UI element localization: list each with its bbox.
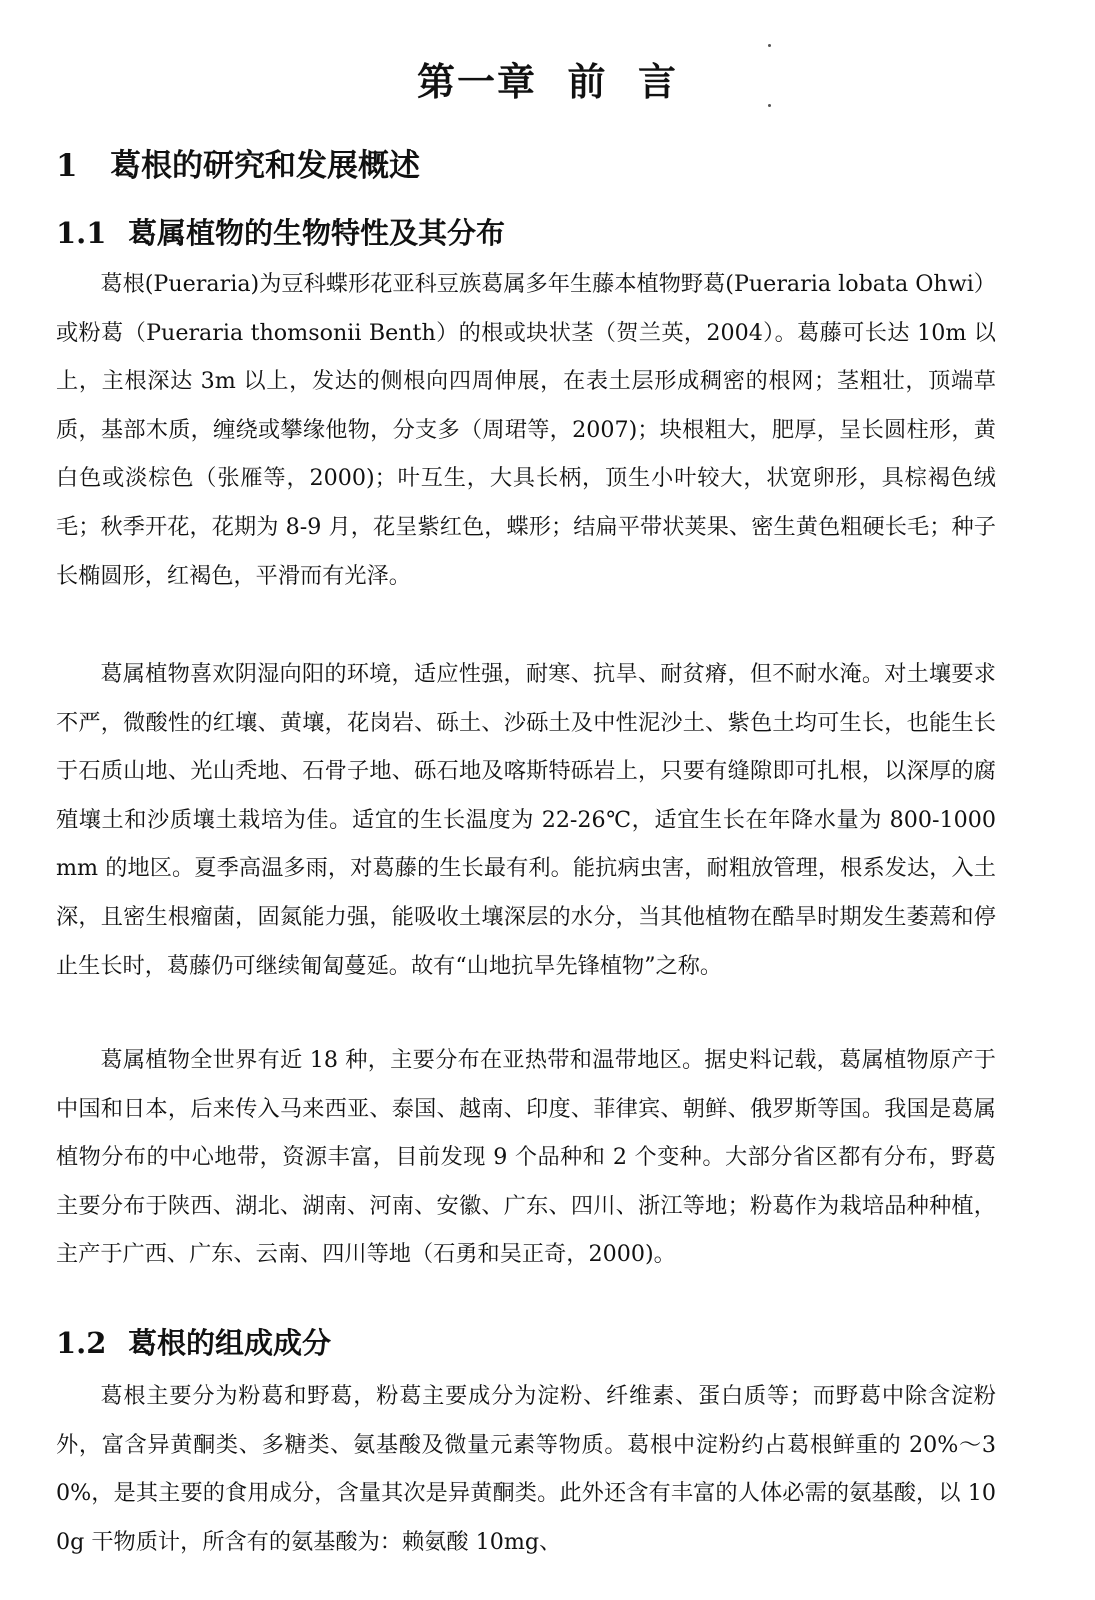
- section-number: 1.2: [56, 1326, 107, 1360]
- section-heading-1-1: [56, 212, 505, 254]
- section-heading-1: [56, 144, 420, 188]
- section-number: 1.1: [56, 216, 107, 250]
- paragraph: 葛根主要分为粉葛和野葛，粉葛主要成分为淀粉、纤维素、蛋白质等；而野葛中除含淀粉外，富含异黄酮类、多糖类、氨基酸及微量元素等物质。葛根中淀粉约占葛根鲜重的 20%～30%，是其主要的食用成分，含量其次是异黄酮类。此外还含有丰富的人体必需的氨基酸，以 100g 干物质计，所含有的氨基酸为：赖氨酸 10mg、: [56, 1383, 996, 1555]
- chapter-title: 第一章 前 言: [417, 60, 678, 104]
- section-number: 1: [56, 148, 78, 184]
- section-heading-1-2: [56, 1322, 331, 1364]
- paragraph: 葛根(Pueraria)为豆科蝶形花亚科豆族葛属多年生藤本植物野葛(Pueraria lobata Ohwi）或粉葛（Pueraria thomsonii Benth）的根或块状茎（贺兰英，2004）。葛藤可长达 10m 以上，主根深达 3m 以上，发达的侧根向四周伸展，在表土层形成稠密的根网；茎粗壮，顶端草质，基部木质，缠绕或攀缘他物，分支多（周珺等，2007)；块根粗大，肥厚，呈长圆柱形，黄白色或淡棕色（张雁等，2000)；叶互生，大具长柄，顶生小叶较大，状宽卵形，具棕褐色绒毛；秋季开花，花期为 8-9 月，花呈紫红色，蝶形；结扁平带状荚果、密生黄色粗硬长毛；种子长椭圆形，红褐色，平滑而有光泽。: [56, 271, 996, 589]
- section-title: 葛属植物的生物特性及其分布: [128, 216, 506, 250]
- paragraph: 葛属植物全世界有近 18 种，主要分布在亚热带和温带地区。据史料记载，葛属植物原产于中国和日本，后来传入马来西亚、泰国、越南、印度、菲律宾、朝鲜、俄罗斯等国。我国是葛属植物分布的中心地带，资源丰富，目前发现 9 个品种和 2 个变种。大部分省区都有分布，野葛主要分布于陕西、湖北、湖南、河南、安徽、广东、四川、浙江等地；粉葛作为栽培品种种植，主产于广西、广东、云南、四川等地（石勇和吴正奇，2000)。: [56, 1047, 996, 1268]
- scan-speck: [768, 44, 771, 47]
- paragraph: 葛属植物喜欢阴湿向阳的环境，适应性强，耐寒、抗旱、耐贫瘠，但不耐水淹。对土壤要求不严，微酸性的红壤、黄壤，花岗岩、砾土、沙砾土及中性泥沙土、紫色土均可生长，也能生长于石质山地、光山秃地、石骨子地、砾石地及喀斯特砾岩上，只要有缝隙即可扎根，以深厚的腐殖壤土和沙质壤土栽培为佳。适宜的生长温度为 22-26℃，适宜生长在年降水量为 800-1000mm 的地区。夏季高温多雨，对葛藤的生长最有利。能抗病虫害，耐粗放管理，根系发达，入土深，且密生根瘤菌，固氮能力强，能吸收土壤深层的水分，当其他植物在酷旱时期发生萎蔫和停止生长时，葛藤仍可继续匍匐蔓延。故有“山地抗旱先锋植物”之称。: [56, 661, 996, 979]
- section-title: 葛根的研究和发展概述: [110, 148, 420, 184]
- section-title: 葛根的组成成分: [128, 1326, 332, 1360]
